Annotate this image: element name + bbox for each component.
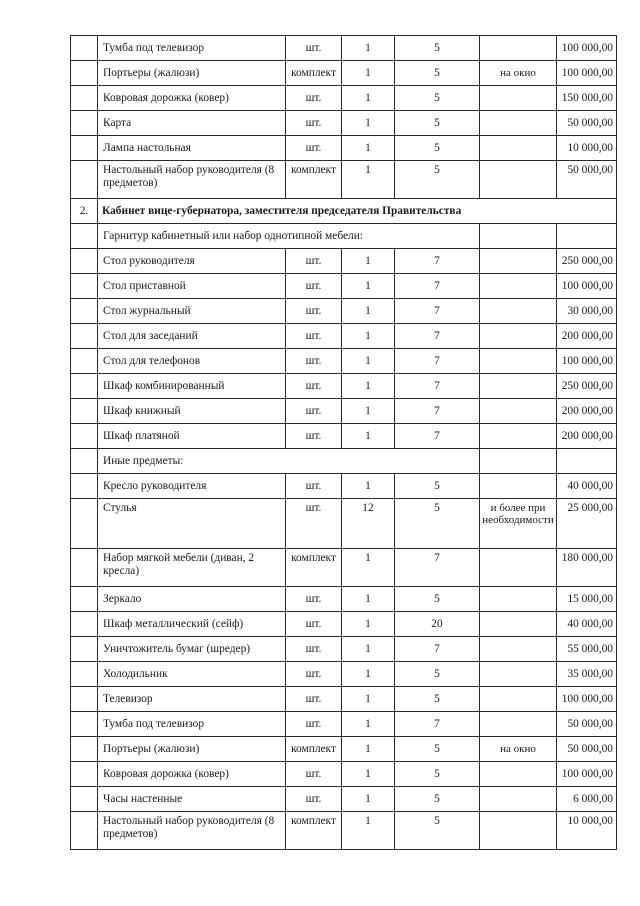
table-row — [71, 111, 617, 136]
quantity-cell: 1 — [342, 637, 395, 662]
row-number-cell — [71, 587, 98, 612]
unit-cell: шт. — [286, 762, 342, 787]
unit-cell: комплект — [286, 812, 342, 850]
quantity-cell: 1 — [342, 324, 395, 349]
row-number-cell — [71, 274, 98, 299]
item-name-cell: Шкаф комбинированный — [98, 374, 286, 399]
section-title-cell: Кабинет вице-губернатора, заместителя председателя Правительства — [98, 199, 617, 224]
service-life-cell: 5 — [395, 662, 480, 687]
price-cell: 150 000,00 — [557, 86, 617, 111]
service-life-cell: 5 — [395, 36, 480, 61]
service-life-cell: 7 — [395, 712, 480, 737]
item-name-cell: Стол для телефонов — [98, 349, 286, 374]
price-cell: 25 000,00 — [557, 499, 617, 549]
unit-cell: шт. — [286, 474, 342, 499]
unit-cell: шт. — [286, 249, 342, 274]
note-cell — [480, 86, 557, 111]
unit-cell: комплект — [286, 549, 342, 587]
quantity-cell: 1 — [342, 399, 395, 424]
note-cell — [480, 637, 557, 662]
price-cell: 50 000,00 — [557, 737, 617, 762]
row-number-cell — [71, 687, 98, 712]
row-number-cell — [71, 136, 98, 161]
service-life-cell: 7 — [395, 299, 480, 324]
service-life-cell: 7 — [395, 637, 480, 662]
subheading-cell: Иные предметы: — [98, 449, 480, 474]
table-row — [71, 374, 617, 399]
table-row — [71, 687, 617, 712]
row-number-cell — [71, 61, 98, 86]
price-cell: 10 000,00 — [557, 136, 617, 161]
table-row — [71, 662, 617, 687]
row-number-cell — [71, 399, 98, 424]
unit-cell: шт. — [286, 612, 342, 637]
note-cell — [480, 787, 557, 812]
row-number-cell — [71, 662, 98, 687]
row-number-cell — [71, 762, 98, 787]
item-name-cell: Портьеры (жалюзи) — [98, 61, 286, 86]
table-row — [71, 299, 617, 324]
service-life-cell: 5 — [395, 474, 480, 499]
price-cell: 250 000,00 — [557, 249, 617, 274]
unit-cell: шт. — [286, 499, 342, 549]
unit-cell: комплект — [286, 737, 342, 762]
table-row — [71, 637, 617, 662]
unit-cell: шт. — [286, 111, 342, 136]
note-cell — [480, 712, 557, 737]
table-row — [71, 136, 617, 161]
quantity-cell: 1 — [342, 612, 395, 637]
note-cell: и более при необходимости — [480, 499, 557, 549]
row-number-cell — [71, 424, 98, 449]
table-row — [71, 399, 617, 424]
service-life-cell: 5 — [395, 136, 480, 161]
quantity-cell: 1 — [342, 374, 395, 399]
note-cell — [480, 399, 557, 424]
unit-cell: шт. — [286, 587, 342, 612]
price-cell: 40 000,00 — [557, 474, 617, 499]
row-number-cell — [71, 712, 98, 737]
item-name-cell: Настольный набор руководителя (8 предметов) — [98, 812, 286, 850]
table-row — [71, 86, 617, 111]
table-row — [71, 549, 617, 587]
table-row — [71, 712, 617, 737]
note-cell — [480, 36, 557, 61]
item-name-cell: Уничтожитель бумаг (шредер) — [98, 637, 286, 662]
quantity-cell: 1 — [342, 712, 395, 737]
price-cell: 100 000,00 — [557, 36, 617, 61]
row-number-cell — [71, 737, 98, 762]
note-cell — [480, 662, 557, 687]
note-cell — [480, 612, 557, 637]
price-cell: 180 000,00 — [557, 549, 617, 587]
item-name-cell: Стол руководителя — [98, 249, 286, 274]
item-name-cell: Холодильник — [98, 662, 286, 687]
price-cell: 50 000,00 — [557, 111, 617, 136]
row-number-cell — [71, 612, 98, 637]
row-number-cell — [71, 349, 98, 374]
service-life-cell: 20 — [395, 612, 480, 637]
item-name-cell: Настольный набор руководителя (8 предметов) — [98, 161, 286, 199]
item-name-cell: Телевизор — [98, 687, 286, 712]
note-cell — [480, 449, 557, 474]
table-row — [71, 587, 617, 612]
note-cell — [480, 812, 557, 850]
quantity-cell: 1 — [342, 299, 395, 324]
unit-cell: шт. — [286, 787, 342, 812]
note-cell — [480, 274, 557, 299]
unit-cell: комплект — [286, 161, 342, 199]
row-number-cell — [71, 787, 98, 812]
unit-cell: шт. — [286, 374, 342, 399]
price-cell: 100 000,00 — [557, 762, 617, 787]
subheading-row — [71, 449, 617, 474]
note-cell: на окно — [480, 61, 557, 86]
item-name-cell: Стол приставной — [98, 274, 286, 299]
service-life-cell: 7 — [395, 274, 480, 299]
quantity-cell: 1 — [342, 136, 395, 161]
quantity-cell: 12 — [342, 499, 395, 549]
note-cell — [480, 474, 557, 499]
item-name-cell: Набор мягкой мебели (диван, 2 кресла) — [98, 549, 286, 587]
price-cell: 100 000,00 — [557, 687, 617, 712]
service-life-cell: 7 — [395, 424, 480, 449]
furniture-norms-table — [70, 35, 617, 850]
price-cell: 55 000,00 — [557, 637, 617, 662]
item-name-cell: Шкаф книжный — [98, 399, 286, 424]
item-name-cell: Стол журнальный — [98, 299, 286, 324]
price-cell: 200 000,00 — [557, 324, 617, 349]
unit-cell: комплект — [286, 61, 342, 86]
price-cell: 100 000,00 — [557, 274, 617, 299]
note-cell — [480, 687, 557, 712]
row-number-cell — [71, 499, 98, 549]
service-life-cell: 5 — [395, 86, 480, 111]
row-number-cell — [71, 111, 98, 136]
price-cell — [557, 224, 617, 249]
table-row — [71, 324, 617, 349]
table-body — [71, 36, 617, 850]
price-cell: 30 000,00 — [557, 299, 617, 324]
item-name-cell: Шкаф платяной — [98, 424, 286, 449]
unit-cell: шт. — [286, 136, 342, 161]
price-cell: 40 000,00 — [557, 612, 617, 637]
table-row — [71, 762, 617, 787]
unit-cell: шт. — [286, 637, 342, 662]
item-name-cell: Шкаф металлический (сейф) — [98, 612, 286, 637]
note-cell — [480, 349, 557, 374]
price-cell: 35 000,00 — [557, 662, 617, 687]
note-cell — [480, 424, 557, 449]
subheading-row — [71, 224, 617, 249]
quantity-cell: 1 — [342, 474, 395, 499]
service-life-cell: 5 — [395, 812, 480, 850]
quantity-cell: 1 — [342, 687, 395, 712]
unit-cell: шт. — [286, 324, 342, 349]
table-row — [71, 612, 617, 637]
price-cell: 250 000,00 — [557, 374, 617, 399]
row-number-cell — [71, 474, 98, 499]
quantity-cell: 1 — [342, 812, 395, 850]
unit-cell: шт. — [286, 36, 342, 61]
table-row — [71, 424, 617, 449]
service-life-cell: 5 — [395, 587, 480, 612]
price-cell: 200 000,00 — [557, 424, 617, 449]
unit-cell: шт. — [286, 349, 342, 374]
note-cell — [480, 224, 557, 249]
item-name-cell: Зеркало — [98, 587, 286, 612]
table-row — [71, 474, 617, 499]
table-row — [71, 787, 617, 812]
subheading-cell: Гарнитур кабинетный или набор однотипной мебели: — [98, 224, 480, 249]
table-row — [71, 812, 617, 850]
row-number-cell — [71, 324, 98, 349]
quantity-cell: 1 — [342, 349, 395, 374]
note-cell — [480, 324, 557, 349]
price-cell: 6 000,00 — [557, 787, 617, 812]
service-life-cell: 5 — [395, 61, 480, 86]
quantity-cell: 1 — [342, 161, 395, 199]
table-row — [71, 161, 617, 199]
note-cell — [480, 299, 557, 324]
item-name-cell: Ковровая дорожка (ковер) — [98, 86, 286, 111]
table-row — [71, 349, 617, 374]
note-cell — [480, 549, 557, 587]
note-cell — [480, 762, 557, 787]
price-cell: 50 000,00 — [557, 712, 617, 737]
price-cell: 15 000,00 — [557, 587, 617, 612]
row-number-cell — [71, 249, 98, 274]
item-name-cell: Карта — [98, 111, 286, 136]
quantity-cell: 1 — [342, 249, 395, 274]
price-cell: 10 000,00 — [557, 812, 617, 850]
service-life-cell: 7 — [395, 399, 480, 424]
unit-cell: шт. — [286, 274, 342, 299]
table-row — [71, 274, 617, 299]
service-life-cell: 5 — [395, 499, 480, 549]
row-number-cell — [71, 637, 98, 662]
service-life-cell: 7 — [395, 249, 480, 274]
note-cell: на окно — [480, 737, 557, 762]
row-number-cell — [71, 449, 98, 474]
note-cell — [480, 249, 557, 274]
row-number-cell — [71, 224, 98, 249]
section-row — [71, 199, 617, 224]
service-life-cell: 7 — [395, 324, 480, 349]
note-cell — [480, 136, 557, 161]
quantity-cell: 1 — [342, 737, 395, 762]
price-cell: 50 000,00 — [557, 161, 617, 199]
quantity-cell: 1 — [342, 662, 395, 687]
item-name-cell: Тумба под телевизор — [98, 712, 286, 737]
quantity-cell: 1 — [342, 762, 395, 787]
quantity-cell: 1 — [342, 111, 395, 136]
service-life-cell: 5 — [395, 161, 480, 199]
note-cell — [480, 111, 557, 136]
row-number-cell — [71, 299, 98, 324]
note-cell — [480, 374, 557, 399]
item-name-cell: Лампа настольная — [98, 136, 286, 161]
unit-cell: шт. — [286, 712, 342, 737]
unit-cell: шт. — [286, 424, 342, 449]
row-number-cell — [71, 86, 98, 111]
table-row — [71, 499, 617, 549]
service-life-cell: 5 — [395, 111, 480, 136]
service-life-cell: 7 — [395, 349, 480, 374]
unit-cell: шт. — [286, 299, 342, 324]
quantity-cell: 1 — [342, 61, 395, 86]
quantity-cell: 1 — [342, 787, 395, 812]
item-name-cell: Стулья — [98, 499, 286, 549]
row-number-cell: 2. — [71, 199, 98, 224]
quantity-cell: 1 — [342, 424, 395, 449]
row-number-cell — [71, 36, 98, 61]
quantity-cell: 1 — [342, 86, 395, 111]
quantity-cell: 1 — [342, 549, 395, 587]
item-name-cell: Часы настенные — [98, 787, 286, 812]
service-life-cell: 5 — [395, 737, 480, 762]
unit-cell: шт. — [286, 399, 342, 424]
service-life-cell: 7 — [395, 549, 480, 587]
table-row — [71, 61, 617, 86]
item-name-cell: Ковровая дорожка (ковер) — [98, 762, 286, 787]
unit-cell: шт. — [286, 662, 342, 687]
table-row — [71, 737, 617, 762]
row-number-cell — [71, 374, 98, 399]
price-cell: 100 000,00 — [557, 349, 617, 374]
service-life-cell: 5 — [395, 762, 480, 787]
unit-cell: шт. — [286, 687, 342, 712]
service-life-cell: 7 — [395, 374, 480, 399]
row-number-cell — [71, 161, 98, 199]
table-row — [71, 36, 617, 61]
service-life-cell: 5 — [395, 687, 480, 712]
unit-cell: шт. — [286, 86, 342, 111]
price-cell: 200 000,00 — [557, 399, 617, 424]
item-name-cell: Тумба под телевизор — [98, 36, 286, 61]
price-cell: 100 000,00 — [557, 61, 617, 86]
table-row — [71, 249, 617, 274]
row-number-cell — [71, 812, 98, 850]
note-cell — [480, 161, 557, 199]
quantity-cell: 1 — [342, 274, 395, 299]
quantity-cell: 1 — [342, 36, 395, 61]
quantity-cell: 1 — [342, 587, 395, 612]
row-number-cell — [71, 549, 98, 587]
item-name-cell: Стол для заседаний — [98, 324, 286, 349]
price-cell — [557, 449, 617, 474]
item-name-cell: Портьеры (жалюзи) — [98, 737, 286, 762]
service-life-cell: 5 — [395, 787, 480, 812]
item-name-cell: Кресло руководителя — [98, 474, 286, 499]
note-cell — [480, 587, 557, 612]
